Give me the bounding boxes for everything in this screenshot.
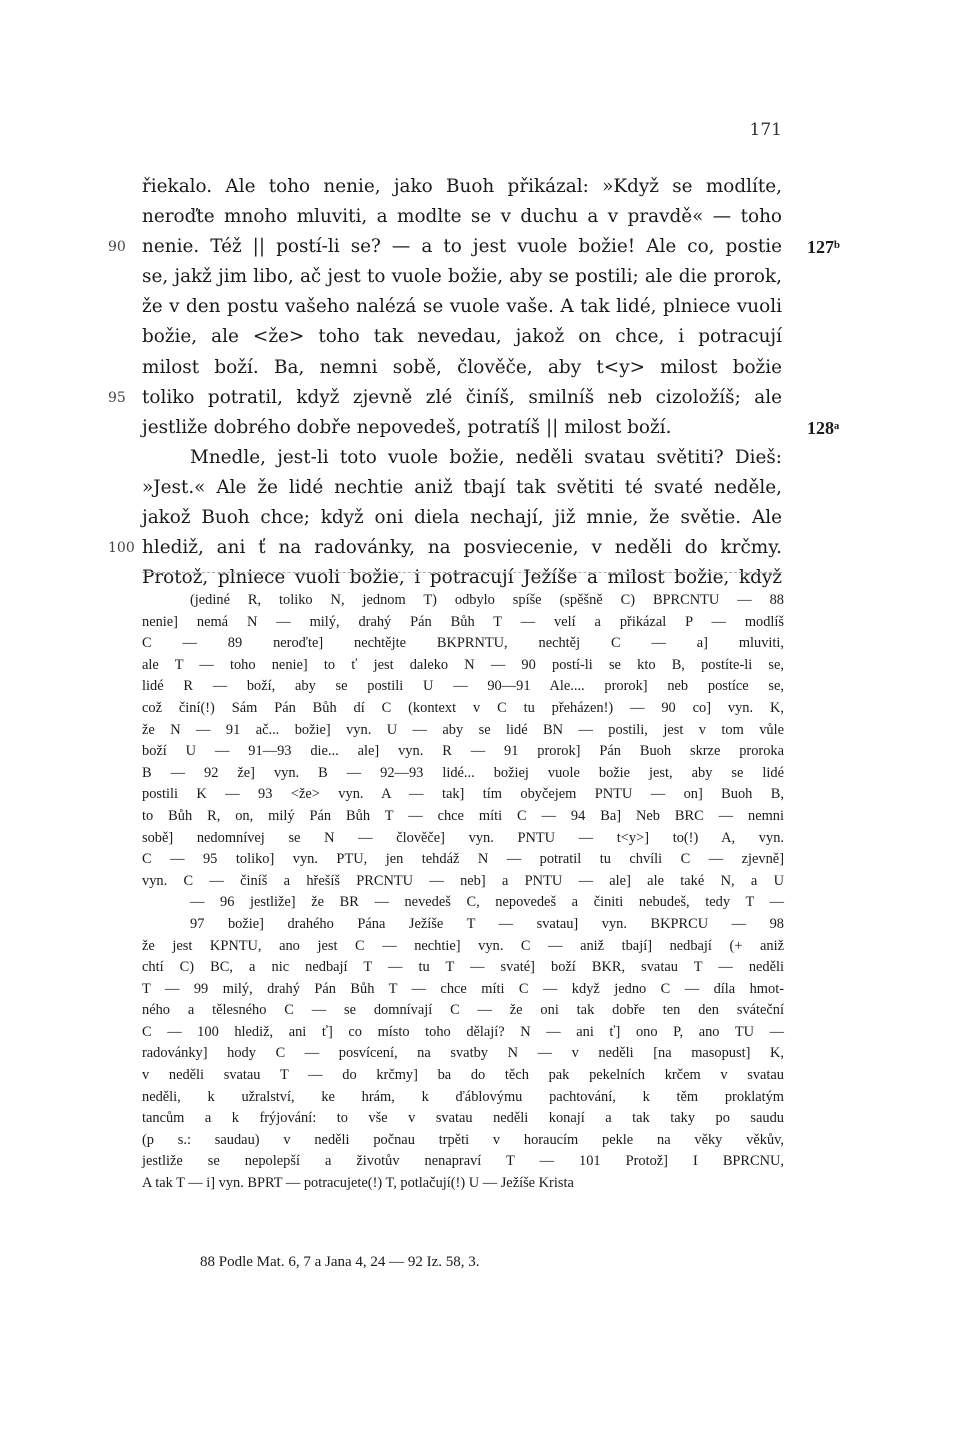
text-line <box>142 413 840 443</box>
line-number: 90 <box>108 239 126 256</box>
line-text: toliko potratil, když zjevně zlé činíš, smilníš neb cizoložíš; ale <box>142 386 782 408</box>
text-line <box>142 292 782 322</box>
apparatus-line: A tak T — i] vyn. BPRT — potracujete(!) T, potlačují(!) U — Ježíše Krista <box>142 1175 574 1192</box>
apparatus-line: vyn. C — činíš a hřešíš PRCNTU — neb] a PNTU — ale] ale také N, a U <box>142 872 784 889</box>
text-line <box>142 503 782 533</box>
text-line <box>108 383 782 413</box>
text-line <box>142 563 782 593</box>
line-text: se, jakž jim libo, ač jest to vuole božie, aby se postili; ale die prorok, <box>142 266 782 288</box>
folio-marker: 127ᵇ <box>807 237 840 258</box>
apparatus-line: neděli, k užralství, ke hrám, k ďáblovýmu pachtování, k těm proklatým <box>142 1088 784 1105</box>
text-line <box>108 533 782 563</box>
critical-apparatus <box>142 590 784 1195</box>
line-text: že v den postu vašeho nalézá se vuole vaše. A tak lidé, plniece vuoli <box>142 296 782 318</box>
apparatus-line: (p s.: saudau) v neděli počnau trpěti v horaucím pekle na věky věkův, <box>142 1131 784 1148</box>
line-text: neroďte mnoho mluviti, a modlte se v duchu a v pravdě« — toho <box>142 206 782 228</box>
source-footnote: 88 Podle Mat. 6, 7 a Jana 4, 24 — 92 Iz. 58, 3. <box>200 1254 480 1270</box>
text-line <box>142 353 782 383</box>
line-text: božie, ale <že> toho tak nevedau, jakož on chce, i potracují <box>142 326 782 348</box>
main-text <box>108 172 840 593</box>
apparatus-line: lidé R — boží, aby se postili U — 90—91 Ale.... prorok] neb postíce se, <box>142 678 784 695</box>
apparatus-line: v neděli svatau T — do krčmy] ba do těch pak pekelních krčem v svatau <box>142 1067 784 1084</box>
apparatus-line: nenie] nemá N — milý, drahý Pán Bůh T — velí a přikázal P — modlíš <box>142 613 784 630</box>
apparatus-line: boží U — 91—93 die... ale] vyn. R — 91 prorok] Pán Buoh skrze proroka <box>142 743 784 760</box>
apparatus-line: radovánky] hody C — posvícení, na svatby N — v neděli [na masopust] K, <box>142 1045 784 1062</box>
apparatus-line: že jest KPNTU, ano jest C — nechtie] vyn. C — aniž tbají] nedbají (+ aniž <box>142 937 784 954</box>
apparatus-line: — 96 jestliže] že BR — nevedeš C, nepovedeš a činiti nebudeš, tedy T — <box>190 894 784 911</box>
apparatus-line: postili K — 93 <že> vyn. A — tak] tím obyčejem PNTU — on] Buoh B, <box>142 786 784 803</box>
line-number: 95 <box>108 389 126 406</box>
apparatus-line: sobě] nedomnívej se N — člověče] vyn. PNTU — t<y>] to(!) A, vyn. <box>142 829 784 846</box>
text-line <box>142 473 782 503</box>
apparatus-line: ale T — toho nenie] to ť jest daleko N — 90 postí-li se kto B, postíte-li se, <box>142 656 784 673</box>
apparatus-line: což činí(!) Sám Pán Bůh dí C (kontext v C tu přeházen!) — 90 co] vyn. K, <box>142 699 784 716</box>
apparatus-line: C — 95 toliko] vyn. PTU, jen tehdáž N — potratil tu chvíli C — zjevně] <box>142 851 784 868</box>
line-text: hlediž, ani ť na radovánky, na posviecenie, v neděli do krčmy. <box>142 537 782 559</box>
apparatus-line: ného a tělesného C — se domnívají C — že oni tak dobře ten den sváteční <box>142 1002 784 1019</box>
apparatus-line: že N — 91 ač... božie] vyn. U — aby se lidé BN — postili, jest v tom vůle <box>142 721 784 738</box>
apparatus-line: jestliže se nepolepší a životův nenapraví T — 101 Protož] I BPRCNU, <box>142 1153 784 1170</box>
apparatus-line: to Bůh R, on, milý Pán Bůh T — chce míti C — 94 Ba] Neb BRC — nemni <box>142 807 784 824</box>
apparatus-line: B — 92 že] vyn. B — 92—93 lidé... božiej vuole božie jest, aby se lidé <box>142 764 784 781</box>
line-text: jakož Buoh chce; když oni diela nechají, již mnie, že světie. Ale <box>142 507 782 529</box>
line-text: milost boží. Ba, nemni sobě, člověče, aby t<y> milost božie <box>142 356 782 378</box>
apparatus-line: T — 99 milý, drahý Pán Bůh T — chce míti C — když jedno C — díla hmot- <box>142 980 784 997</box>
apparatus-line: tancům a k frýjování: to vše v svatau neděli konají a tak taky po saudu <box>142 1110 784 1127</box>
text-line <box>142 443 782 473</box>
text-line <box>142 172 782 202</box>
line-text: Protož, plniece vuoli božie, i potracují Ježíše a milost božie, když <box>142 567 782 589</box>
text-line <box>142 202 782 232</box>
page-number: 171 <box>749 120 782 140</box>
line-text: »Jest.« Ale že lidé nechtie aniž tbají tak světiti té svaté neděle, <box>142 476 782 498</box>
line-text: Mnedle, jest-li toto vuole božie, neděli svatau světiti? Dieš: <box>190 446 782 468</box>
apparatus-line: 97 božie] drahého Pána Ježíše T — svatau] vyn. BKPRCU — 98 <box>190 915 784 932</box>
line-text: řiekalo. Ale toho nenie, jako Buoh přikázal: »Když se modlíte, <box>142 176 782 197</box>
text-line <box>108 232 840 262</box>
text-line <box>142 262 782 292</box>
text-line <box>142 322 782 352</box>
line-text: nenie. Též || postí-li se? — a to jest vuole božie! Ale co, postie <box>142 236 782 258</box>
line-text: jestliže dobrého dobře nepovedeš, potratíš || milost boží. <box>142 416 672 438</box>
line-number: 100 <box>108 540 135 557</box>
apparatus-line: C — 100 hlediž, ani ť] co místo toho dělají? N — ani ť] ono P, ano TU — <box>142 1023 784 1040</box>
apparatus-line: chtí C) BC, a nic nedbají T — tu T — svaté] boží BKR, svatau T — neděli <box>142 959 784 976</box>
apparatus-line: C — 89 neroďte] nechtějte BKPRNTU, nechtěj C — a] mluviti, <box>142 635 784 652</box>
apparatus-separator <box>142 572 782 573</box>
apparatus-line: (jediné R, toliko N, jednom T) odbylo spíše (spěšně C) BPRCNTU — 88 <box>190 592 784 608</box>
folio-marker: 128ᵃ <box>807 417 840 438</box>
